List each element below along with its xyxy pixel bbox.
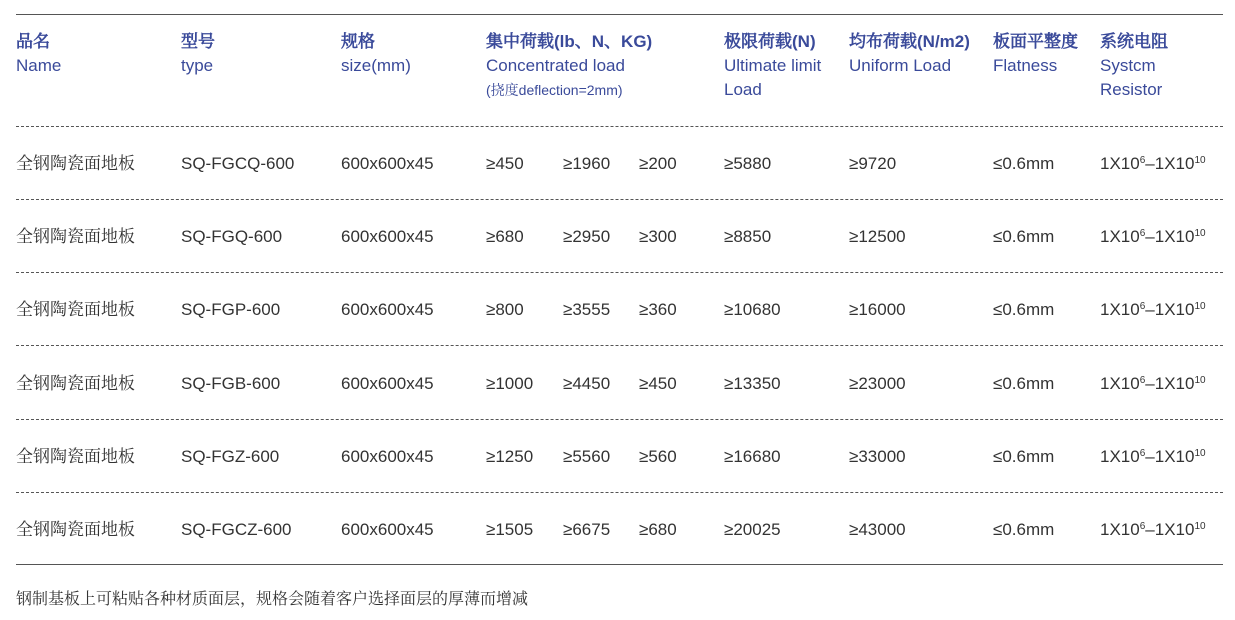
cell-load-lb: ≥1000 <box>486 374 534 393</box>
cell-name: 全钢陶瓷面地板 <box>16 227 135 246</box>
cell-flatness: ≤0.6mm <box>993 520 1055 539</box>
cell-size: 600x600x45 <box>341 520 434 539</box>
table-row <box>0 295 1235 325</box>
cell-load-lb: ≥450 <box>486 154 524 173</box>
header-flatness <box>993 30 1078 78</box>
cell-resistor: $1X10^6-1X10^{10}$ <box>1100 447 1206 466</box>
footnote: 钢制基板上可粘贴各种材质面层，规格会随着客户选择面层的厚薄而增减 <box>16 591 529 608</box>
cell-uniform: ≥43000 <box>849 520 906 539</box>
header-size <box>341 30 411 78</box>
cell-type: SQ-FGB-600 <box>181 374 281 393</box>
row-divider <box>16 419 1223 420</box>
header-resistor-zh: 系统电阻 <box>1100 32 1168 51</box>
cell-size: 600x600x45 <box>341 227 434 246</box>
cell-type: SQ-FGCQ-600 <box>181 154 295 173</box>
table-row <box>0 442 1235 472</box>
cell-resistor: $1X10^6-1X10^{10}$ <box>1100 520 1206 539</box>
header-type <box>181 30 215 78</box>
cell-load-n: ≥6675 <box>563 520 611 539</box>
header-ultimate-load-zh: 极限荷载(N) <box>724 32 816 51</box>
row-divider <box>16 272 1223 273</box>
header-concentrated-load-zh: 集中荷载(lb、N、KG) <box>486 32 653 51</box>
cell-ultimate: ≥8850 <box>724 227 772 246</box>
cell-type: SQ-FGP-600 <box>181 300 281 319</box>
header-type-zh: 型号 <box>181 32 215 51</box>
cell-size: 600x600x45 <box>341 154 434 173</box>
cell-flatness: ≤0.6mm <box>993 227 1055 246</box>
cell-resistor: $1X10^6-1X10^{10}$ <box>1100 374 1206 393</box>
cell-load-n: ≥1960 <box>563 154 611 173</box>
cell-uniform: ≥12500 <box>849 227 906 246</box>
cell-flatness: ≤0.6mm <box>993 154 1055 173</box>
cell-load-kg: ≥360 <box>639 300 677 319</box>
row-divider <box>16 126 1223 127</box>
cell-type: SQ-FGQ-600 <box>181 227 283 246</box>
header-uniform-load <box>849 30 970 78</box>
cell-load-kg: ≥450 <box>639 374 677 393</box>
cell-load-lb: ≥1250 <box>486 447 534 466</box>
table-row <box>0 515 1235 545</box>
header-size-en: size(mm) <box>341 56 411 75</box>
cell-name: 全钢陶瓷面地板 <box>16 447 135 466</box>
header-ultimate-load-en2: Load <box>724 80 762 99</box>
cell-load-kg: ≥300 <box>639 227 677 246</box>
cell-name: 全钢陶瓷面地板 <box>16 154 135 173</box>
header-ultimate-load-en: Ultimate limit <box>724 56 822 75</box>
cell-flatness: ≤0.6mm <box>993 300 1055 319</box>
cell-load-n: ≥3555 <box>563 300 611 319</box>
cell-type: SQ-FGZ-600 <box>181 447 280 466</box>
cell-uniform: ≥16000 <box>849 300 906 319</box>
table-row <box>0 222 1235 252</box>
header-type-en: type <box>181 56 214 75</box>
row-divider <box>16 199 1223 200</box>
cell-uniform: ≥33000 <box>849 447 906 466</box>
cell-flatness: ≤0.6mm <box>993 374 1055 393</box>
cell-ultimate: ≥16680 <box>724 447 781 466</box>
cell-load-lb: ≥1505 <box>486 520 534 539</box>
header-uniform-load-en: Uniform Load <box>849 56 952 75</box>
cell-load-lb: ≥800 <box>486 300 524 319</box>
cell-load-kg: ≥560 <box>639 447 677 466</box>
cell-name: 全钢陶瓷面地板 <box>16 300 135 319</box>
cell-size: 600x600x45 <box>341 447 434 466</box>
table-bottom-rule <box>16 564 1223 565</box>
header-size-zh: 规格 <box>341 32 375 51</box>
cell-ultimate: ≥20025 <box>724 520 781 539</box>
cell-name: 全钢陶瓷面地板 <box>16 520 135 539</box>
header-name <box>16 30 61 78</box>
table-row <box>0 149 1235 179</box>
cell-type: SQ-FGCZ-600 <box>181 520 292 539</box>
header-deflection-note: (挠度deflection=2mm) <box>486 82 623 98</box>
header-flatness-en: Flatness <box>993 56 1058 75</box>
cell-load-kg: ≥200 <box>639 154 677 173</box>
cell-resistor: $1X10^6-1X10^{10}$ <box>1100 300 1206 319</box>
header-resistor-en2: Resistor <box>1100 80 1163 99</box>
header-concentrated-load <box>486 30 652 102</box>
cell-resistor: $1X10^6-1X10^{10}$ <box>1100 154 1206 173</box>
cell-uniform: ≥9720 <box>849 154 897 173</box>
cell-load-n: ≥4450 <box>563 374 611 393</box>
cell-size: 600x600x45 <box>341 300 434 319</box>
cell-load-n: ≥2950 <box>563 227 611 246</box>
header-resistor <box>1100 30 1168 102</box>
row-divider <box>16 345 1223 346</box>
cell-ultimate: ≥5880 <box>724 154 772 173</box>
cell-size: 600x600x45 <box>341 374 434 393</box>
cell-load-n: ≥5560 <box>563 447 611 466</box>
table-row <box>0 369 1235 399</box>
cell-ultimate: ≥10680 <box>724 300 781 319</box>
cell-name: 全钢陶瓷面地板 <box>16 374 135 393</box>
row-divider <box>16 492 1223 493</box>
cell-uniform: ≥23000 <box>849 374 906 393</box>
header-ultimate-load <box>724 30 821 102</box>
cell-flatness: ≤0.6mm <box>993 447 1055 466</box>
cell-load-lb: ≥680 <box>486 227 524 246</box>
header-flatness-zh: 板面平整度 <box>993 32 1078 51</box>
table-top-rule <box>16 14 1223 15</box>
cell-ultimate: ≥13350 <box>724 374 781 393</box>
header-name-en: Name <box>16 56 62 75</box>
header-resistor-en: Systcm <box>1100 56 1156 75</box>
header-uniform-load-zh: 均布荷载(N/m2) <box>849 32 970 51</box>
header-concentrated-load-en: Concentrated load <box>486 56 625 75</box>
cell-resistor: $1X10^6-1X10^{10}$ <box>1100 227 1206 246</box>
cell-load-kg: ≥680 <box>639 520 677 539</box>
header-name-zh: 品名 <box>16 32 50 51</box>
